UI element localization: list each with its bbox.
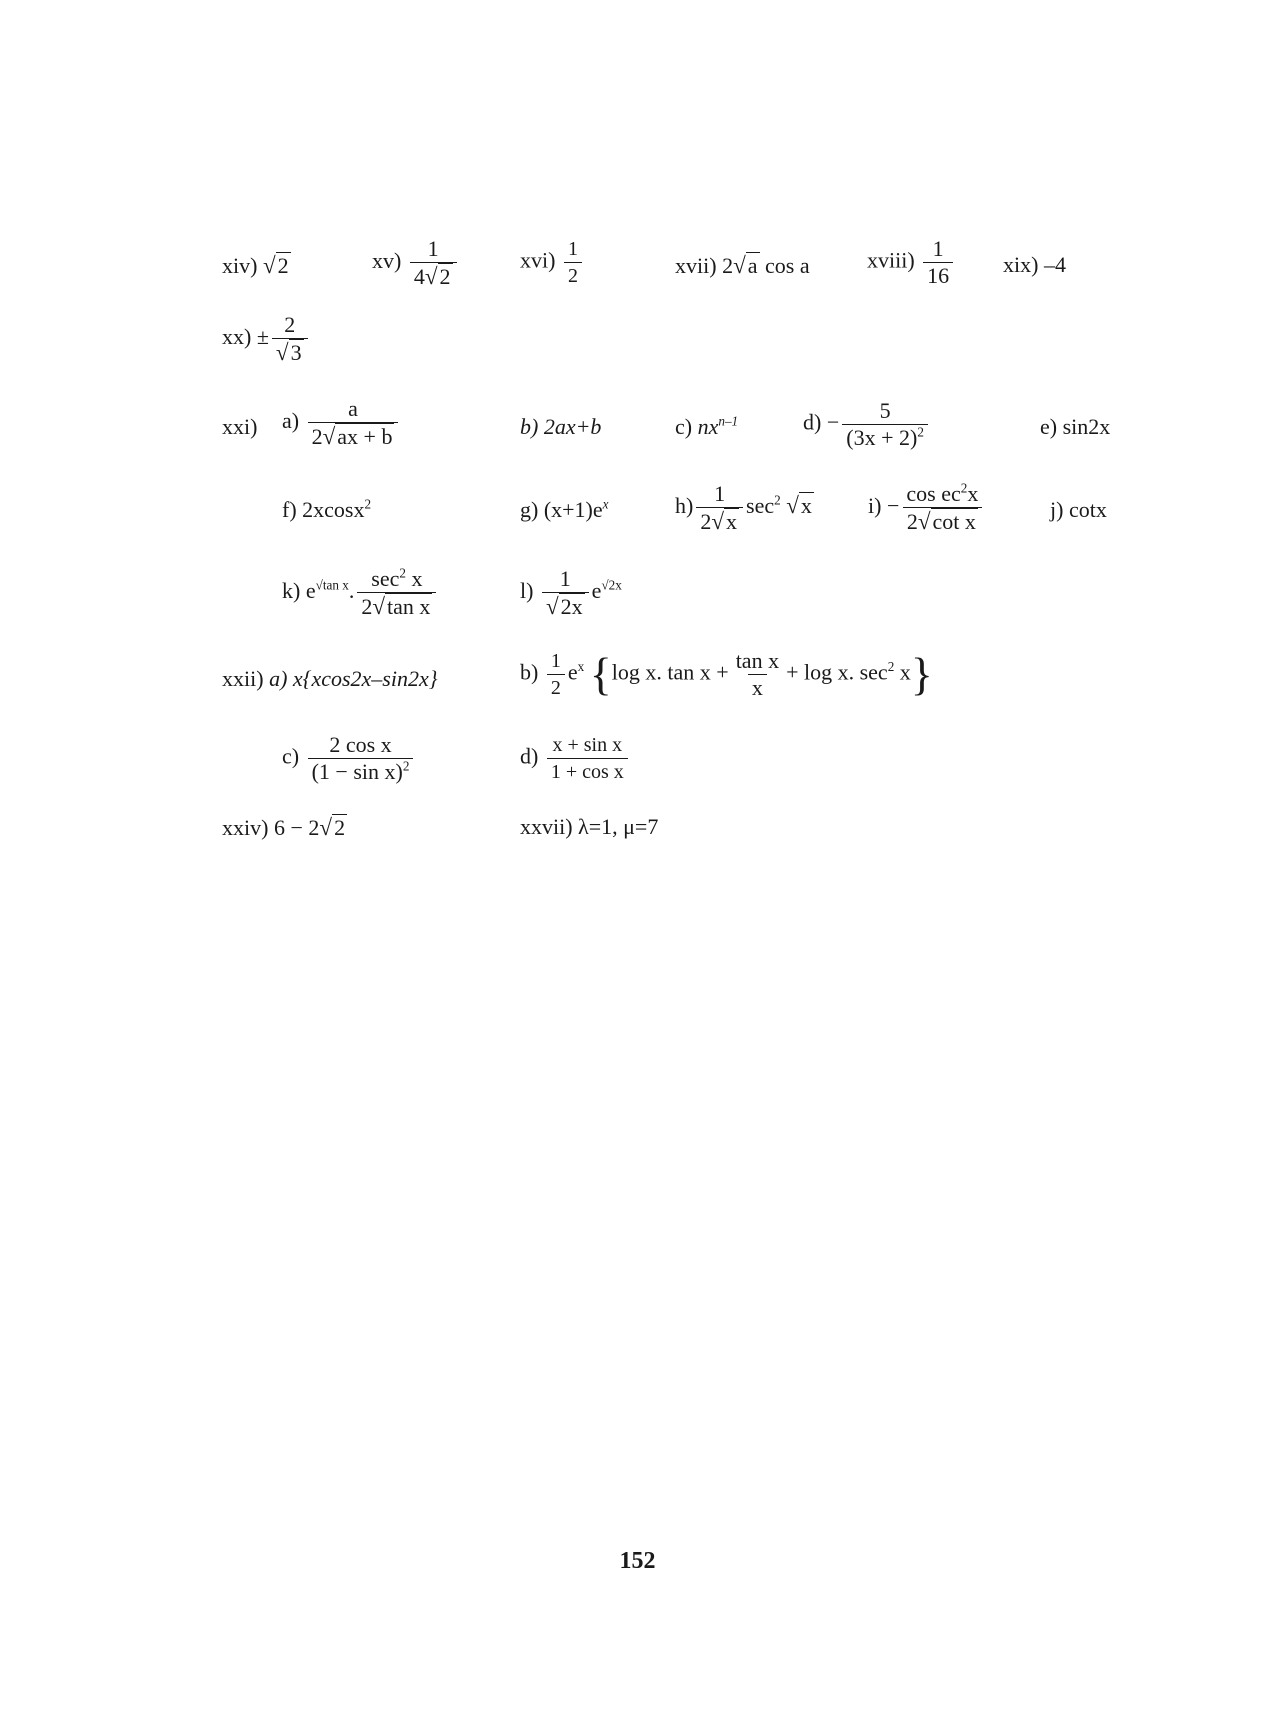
- fraction: $\frac{\sec^2 x}{\text{2√tan x}}$: [357, 566, 436, 620]
- answer-xv: xv) $\frac{1}{4√2}$: [372, 236, 460, 290]
- answer-xxi-d: d) − $\frac{5}{(3x + 2)^2}$: [803, 398, 931, 451]
- answer-xiv: xiv) √2: [222, 252, 289, 278]
- answer-xxi-f: f) 2xcosx$^2$: [282, 496, 372, 522]
- fraction: $\frac{1}{2}$: [547, 648, 565, 701]
- answer-xxi-h: h) $\frac{1}{2√x}$ $\sec^2 √x$: [675, 481, 812, 534]
- answer-xxii-d: d) $\frac{\text{x + sin x}}{\text{1 + cos x}}$: [520, 732, 631, 785]
- answer-xxii-b: b) $\frac{1}{2}$ $e^x$ {log x. tan x + $\frac{\text{tan x}}{x}$ + log x. $\sec^2 x$}: [520, 648, 933, 700]
- answer-xviii: xviii) $\frac{1}{16}$: [867, 236, 956, 289]
- fraction: $\frac{2}{√3}$: [272, 312, 308, 366]
- fraction: $\frac{\text{x + sin x}}{\text{1 + cos x}}$: [547, 732, 628, 785]
- answer-xxvii: xxvii) λ=1, μ=7: [520, 814, 659, 839]
- fraction: $\frac{1}{2√x}$: [696, 481, 743, 535]
- answer-xxi-k: k) $e^{√tan x}$. $\frac{\sec^2 x}{\text{2√tan x}}$: [282, 566, 439, 620]
- answer-xxi-e: e) sin2x: [1040, 414, 1111, 439]
- fraction: $\frac{1}{√2x}$: [542, 566, 589, 620]
- close-brace: }: [910, 648, 933, 700]
- fraction: $\frac{a}{2√ax + b}$: [308, 396, 399, 450]
- open-brace: {: [589, 648, 612, 700]
- answer-xxi-g: g) $(x+1)e^x$: [520, 496, 609, 522]
- page-number: 152: [619, 1548, 656, 1574]
- answer-xxii-a: xxii) a) x{xcos2x–sin2x}: [222, 666, 438, 691]
- fraction: $\frac{1}{2}$: [564, 236, 582, 289]
- answer-xix: xix) –4: [1003, 252, 1066, 277]
- fraction: $\frac{\text{tan x}}{x}$: [735, 648, 780, 700]
- fraction: $\frac{1}{16}$: [923, 236, 953, 289]
- answer-xxi-j: j) cotx: [1050, 497, 1107, 522]
- fraction: $\frac{1}{4√2}$: [410, 236, 457, 290]
- answer-xx: xx) ± $\frac{2}{√3}$: [222, 312, 311, 366]
- answer-xxii-c: c) $\frac{\text{2 cos x}}{(1 - \sin x)^2}$: [282, 732, 416, 785]
- fraction: $\frac{\cos ec^2x}{\text{2√cot x}}$: [902, 481, 982, 535]
- fraction: $\frac{\text{2 cos x}}{(1 - \sin x)^2}$: [308, 732, 414, 785]
- answer-xvii: xvii) 2√a cos a: [675, 252, 810, 278]
- answer-xxi-a: a) $\frac{a}{2√ax + b}$: [282, 396, 401, 450]
- answer-xvi: xvi) $\frac{1}{2}$: [520, 236, 585, 289]
- answer-xxiv: xxiv) 6 − 2√2: [222, 814, 346, 840]
- answer-xxi-i: i) − $\frac{\cos ec^2x}{\text{2√cot x}}$: [868, 481, 985, 535]
- fraction: $\frac{5}{(3x + 2)^2}$: [842, 398, 928, 451]
- answer-xxi-label: xxi): [222, 414, 258, 439]
- answer-xxi-l: l) $\frac{1}{√2x}$ $e^{√2x}$: [520, 566, 622, 619]
- answer-xxi-c: c) $nx^{n-1}$: [675, 413, 739, 439]
- answer-xxi-b: b) 2ax+b: [520, 414, 602, 439]
- sqrt: √2: [262, 252, 289, 278]
